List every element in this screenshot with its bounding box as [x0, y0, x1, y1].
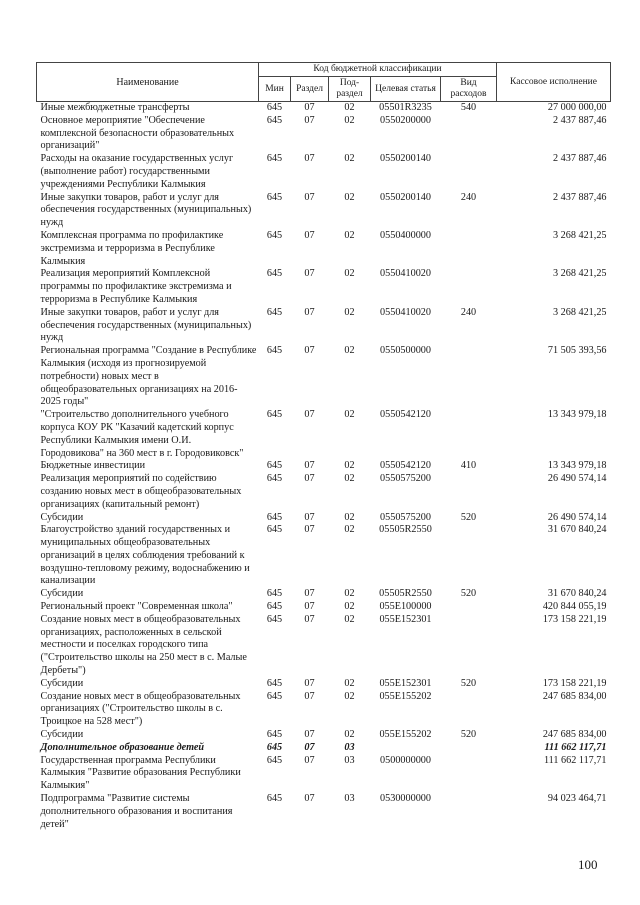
- row-target: 0550200140: [380, 191, 431, 203]
- row-amount: 111 662 117,71: [544, 741, 607, 753]
- row-min: 645: [266, 102, 283, 113]
- row-amount: 27 000 000,00: [547, 102, 607, 113]
- table-row: [37, 153, 611, 191]
- row-subsection: 03: [344, 793, 355, 805]
- row-name: Иные межбюджетные трансферты: [40, 102, 190, 113]
- row-name: Региональная программа "Создание в Республике Калмыкия (исходя из прогнозируемой потребности) новых мест в общеобразовательных организациях на 2016-2025 годы": [40, 345, 257, 408]
- row-target: 0550200140: [380, 153, 431, 165]
- row-expense-type: [441, 153, 497, 191]
- row-target: 055E155202: [379, 690, 432, 702]
- row-min: 645: [266, 741, 283, 753]
- row-amount: 3 268 421,25: [553, 306, 607, 318]
- row-target: 0500000000: [380, 754, 431, 766]
- row-expense-type: 520: [460, 677, 477, 689]
- row-expense-type: 240: [460, 191, 477, 203]
- row-target: 055E152301: [379, 613, 432, 625]
- row-section: 07: [304, 588, 315, 600]
- row-min: 645: [266, 511, 283, 523]
- row-subsection: 02: [344, 601, 355, 613]
- row-expense-type: [441, 793, 497, 831]
- row-target: 05505R2550: [379, 588, 432, 600]
- row-expense-type: [441, 409, 497, 460]
- row-name: Реализация мероприятий по содействию созданию новых мест в общеобразовательных организациях (капитальный ремонт): [40, 473, 242, 510]
- row-min: 645: [266, 613, 283, 625]
- row-target: 0550575200: [380, 473, 431, 485]
- page-number: 100: [578, 857, 598, 872]
- table-row: [37, 729, 611, 742]
- row-min: 645: [266, 754, 283, 766]
- header-code-group: Код бюджетной классификации: [259, 63, 497, 77]
- row-name: Региональный проект "Современная школа": [40, 601, 233, 613]
- row-expense-type: [441, 230, 497, 268]
- table-row: [37, 512, 611, 525]
- row-name: Государственная программа Республики Калмыкия "Развитие образования Республики Калмыкия": [40, 754, 241, 792]
- row-target: 055E155202: [379, 729, 432, 741]
- row-min: 645: [266, 793, 283, 805]
- table-row: [37, 524, 611, 588]
- row-subsection: 03: [344, 754, 355, 766]
- row-name: Подпрограмма "Развитие системы дополнительного образования и воспитания детей": [40, 793, 233, 830]
- row-target: 0550575200: [380, 511, 431, 523]
- row-subsection: 02: [344, 613, 355, 625]
- row-amount: 94 023 464,71: [547, 793, 607, 805]
- table-row: [37, 307, 611, 345]
- row-name: Благоустройство зданий государственных и муниципальных общеобразовательных организаций в целях соблюдения требований к воздушно-тепловому режиму, водоснабжению и канализации: [40, 524, 250, 587]
- table-row: [37, 614, 611, 678]
- row-min: 645: [266, 153, 283, 165]
- row-name: Создание новых мест в общеобразовательных организациях, расположенных в сельской местности и поселках городского типа ("Строительство школы на 250 мест в с. Малые Дербеты"): [40, 613, 247, 677]
- header-subsection: Под-раздел: [329, 77, 371, 102]
- table-row: [37, 691, 611, 729]
- row-subsection: 02: [344, 511, 355, 523]
- row-min: 645: [266, 460, 283, 472]
- row-amount: 71 505 393,56: [547, 345, 607, 357]
- row-subsection: 02: [344, 460, 355, 472]
- row-subsection: 02: [344, 229, 355, 241]
- row-section: 07: [304, 601, 315, 613]
- row-expense-type: [441, 601, 497, 614]
- row-amount: 26 490 574,14: [547, 473, 607, 485]
- row-amount: 111 662 117,71: [543, 754, 607, 766]
- row-amount: 173 158 221,19: [542, 613, 607, 625]
- row-target: 05505R2550: [379, 524, 432, 536]
- row-section: 07: [304, 102, 315, 113]
- row-name: Расходы на оказание государственных услуг (выполнение работ) государственными учреждениями Республики Калмыкия: [40, 153, 234, 190]
- row-subsection: 02: [344, 677, 355, 689]
- row-subsection: 02: [344, 268, 355, 280]
- row-section: 07: [304, 524, 315, 536]
- row-expense-type: 520: [460, 588, 477, 600]
- row-min: 645: [266, 268, 283, 280]
- row-target: 0550542120: [380, 409, 431, 421]
- row-section: 07: [304, 690, 315, 702]
- row-subsection: 02: [344, 345, 355, 357]
- row-name: Субсидии: [40, 511, 84, 523]
- table-row: [37, 230, 611, 268]
- table-row: [37, 460, 611, 473]
- row-expense-type: [441, 614, 497, 678]
- row-amount: 26 490 574,14: [547, 511, 607, 523]
- row-subsection: 02: [344, 690, 355, 702]
- row-expense-type: [441, 742, 497, 755]
- row-target: 05501R3235: [379, 102, 432, 113]
- row-min: 645: [266, 690, 283, 702]
- row-subsection: 02: [344, 153, 355, 165]
- row-expense-type: 540: [460, 102, 477, 113]
- row-expense-type: [441, 473, 497, 511]
- row-min: 645: [266, 601, 283, 613]
- row-section: 07: [304, 268, 315, 280]
- row-subsection: 02: [344, 409, 355, 421]
- row-target: 0550410020: [380, 306, 431, 318]
- row-target: [371, 742, 441, 755]
- row-section: 07: [304, 741, 315, 753]
- row-target: 055E100000: [379, 601, 432, 613]
- table-row: [37, 473, 611, 511]
- row-section: 07: [304, 191, 315, 203]
- table-row: [37, 742, 611, 755]
- row-subsection: 03: [344, 741, 355, 753]
- row-amount: 31 670 840,24: [547, 588, 607, 600]
- row-min: 645: [266, 473, 283, 485]
- row-section: 07: [304, 473, 315, 485]
- budget-report-page: [36, 62, 610, 831]
- row-expense-type: 520: [460, 729, 477, 741]
- row-name: Иные закупки товаров, работ и услуг для обеспечения государственных (муниципальных) нужд: [40, 191, 252, 229]
- row-section: 07: [304, 754, 315, 766]
- budget-table: [36, 62, 611, 831]
- row-min: 645: [266, 677, 283, 689]
- row-target: 0550400000: [380, 229, 431, 241]
- row-name: Дополнительное образование детей: [40, 741, 205, 753]
- row-name: Субсидии: [40, 677, 84, 689]
- row-name: "Строительство дополнительного учебного корпуса КОУ РК "Казачий кадетский корпус Республики Калмыкия имени О.И. Городовикова" на 360 мест в г. Городовиковск": [40, 409, 244, 459]
- row-target: 0550500000: [380, 345, 431, 357]
- header-section: Раздел: [291, 77, 329, 102]
- row-subsection: 02: [344, 191, 355, 203]
- row-target: 0530000000: [380, 793, 431, 805]
- row-amount: 13 343 979,18: [547, 460, 607, 472]
- row-expense-type: [441, 115, 497, 153]
- table-row: [37, 755, 611, 793]
- header-name: Наименование: [37, 63, 259, 102]
- row-section: 07: [304, 153, 315, 165]
- row-name: Субсидии: [40, 588, 84, 600]
- table-row: [37, 588, 611, 601]
- table-row: [37, 102, 611, 115]
- row-expense-type: 520: [460, 511, 477, 523]
- table-row: [37, 793, 611, 831]
- header-execution: Кассовое исполнение: [497, 63, 611, 102]
- row-subsection: 02: [344, 729, 355, 741]
- row-min: 645: [266, 229, 283, 241]
- row-amount: 173 158 221,19: [542, 677, 607, 689]
- header-expense-type: Вид расходов: [441, 77, 497, 102]
- row-amount: 31 670 840,24: [547, 524, 607, 536]
- row-expense-type: 410: [460, 460, 477, 472]
- row-subsection: 02: [344, 102, 355, 113]
- table-row: [37, 345, 611, 409]
- row-min: 645: [266, 409, 283, 421]
- table-body: [37, 102, 611, 832]
- row-expense-type: [441, 691, 497, 729]
- row-name: Создание новых мест в общеобразовательных организациях ("Строительство школы в с. Троицкое на 528 мест"): [40, 690, 241, 728]
- row-section: 07: [304, 409, 315, 421]
- header-target: Целевая статья: [371, 77, 441, 102]
- row-subsection: 02: [344, 306, 355, 318]
- table-row: [37, 678, 611, 691]
- row-min: 645: [266, 191, 283, 203]
- row-amount: 247 685 834,00: [542, 729, 607, 741]
- row-amount: 3 268 421,25: [553, 268, 607, 280]
- table-row: [37, 115, 611, 153]
- header-min: Мин: [259, 77, 291, 102]
- row-subsection: 02: [344, 473, 355, 485]
- row-section: 07: [304, 793, 315, 805]
- row-amount: 247 685 834,00: [542, 690, 607, 702]
- row-target: 0550200000: [380, 114, 431, 126]
- row-subsection: 02: [344, 588, 355, 600]
- row-min: 645: [266, 345, 283, 357]
- row-amount: 420 844 055,19: [542, 601, 607, 613]
- row-section: 07: [304, 613, 315, 625]
- row-amount: 3 268 421,25: [553, 229, 607, 241]
- row-amount: 2 437 887,46: [553, 153, 607, 165]
- row-min: 645: [266, 114, 283, 126]
- row-subsection: 02: [344, 524, 355, 536]
- row-expense-type: [441, 268, 497, 306]
- row-section: 07: [304, 460, 315, 472]
- row-amount: 2 437 887,46: [553, 114, 607, 126]
- row-expense-type: [441, 755, 497, 793]
- table-row: [37, 601, 611, 614]
- row-expense-type: [441, 345, 497, 409]
- table-row: [37, 192, 611, 230]
- row-target: 055E152301: [379, 677, 432, 689]
- row-target: 0550542120: [380, 460, 431, 472]
- row-section: 07: [304, 345, 315, 357]
- row-min: 645: [266, 588, 283, 600]
- row-amount: 2 437 887,46: [553, 191, 607, 203]
- row-min: 645: [266, 306, 283, 318]
- table-row: [37, 268, 611, 306]
- row-name: Иные закупки товаров, работ и услуг для обеспечения государственных (муниципальных) нужд: [40, 306, 252, 344]
- row-section: 07: [304, 677, 315, 689]
- row-target: 0550410020: [380, 268, 431, 280]
- row-section: 07: [304, 229, 315, 241]
- row-expense-type: [441, 524, 497, 588]
- row-name: Бюджетные инвестиции: [40, 460, 146, 472]
- row-amount: 13 343 979,18: [547, 409, 607, 421]
- table-row: [37, 409, 611, 460]
- row-name: Комплексная программа по профилактике экстремизма и терроризма в Республике Калмыкия: [40, 229, 224, 267]
- row-section: 07: [304, 729, 315, 741]
- row-min: 645: [266, 524, 283, 536]
- row-section: 07: [304, 306, 315, 318]
- row-min: 645: [266, 729, 283, 741]
- row-expense-type: 240: [460, 306, 477, 318]
- table-header: [37, 63, 611, 102]
- row-name: Основное мероприятие "Обеспечение комплексной безопасности образовательных организаций": [40, 114, 235, 152]
- row-subsection: 02: [344, 114, 355, 126]
- row-section: 07: [304, 114, 315, 126]
- row-section: 07: [304, 511, 315, 523]
- row-name: Субсидии: [40, 729, 84, 741]
- row-name: Реализация мероприятий Комплексной программы по профилактике экстремизма и терроризма в Республике Калмыкия: [40, 268, 232, 305]
